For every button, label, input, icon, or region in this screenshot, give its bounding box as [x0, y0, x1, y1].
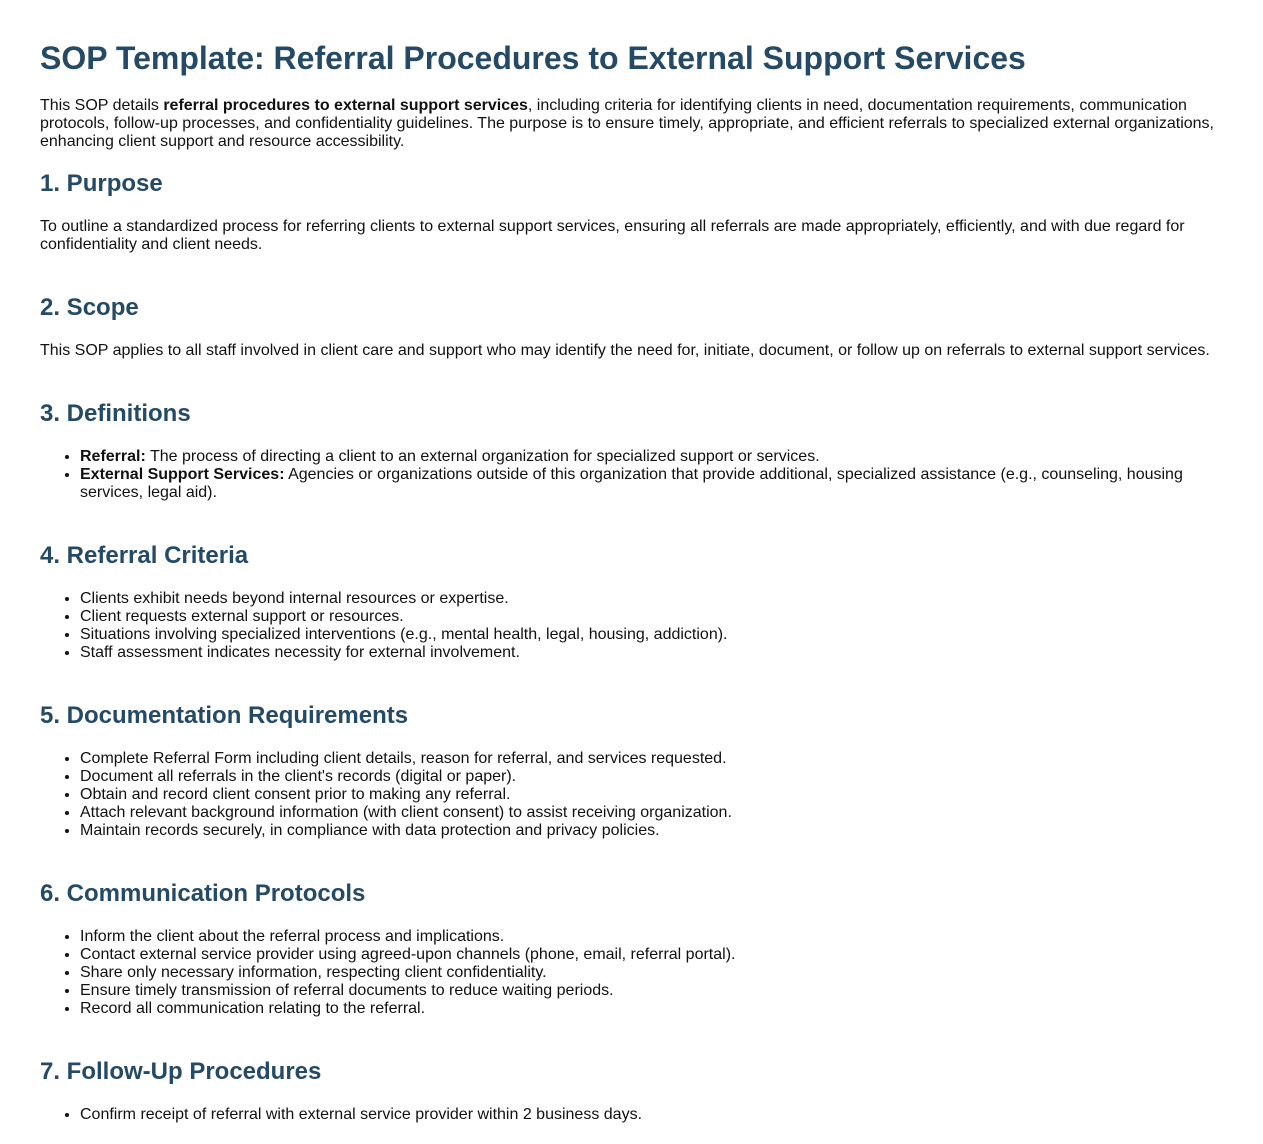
section-heading-documentation: 5. Documentation Requirements — [40, 702, 409, 729]
list-item: • Clients exhibit needs beyond internal resources or expertise. — [80, 590, 1223, 608]
definitions-list — [40, 448, 1223, 502]
list-item: • Share only necessary information, respecting client confidentiality. — [80, 964, 1223, 982]
intro-bold: referral procedures to external support services — [163, 97, 528, 114]
intro-prefix: This SOP details — [40, 97, 164, 114]
list-item: • Confirm receipt of referral with external service provider within 2 business days. — [80, 1106, 1223, 1124]
list-item: • Contact external service provider using agreed-upon channels (phone, email, referral portal). — [80, 946, 1223, 964]
section-heading-communication: 6. Communication Protocols — [40, 880, 366, 907]
list-item: • Maintain records securely, in compliance with data protection and privacy policies. — [80, 822, 1223, 840]
section-heading-purpose: 1. Purpose — [40, 170, 163, 197]
intro-paragraph — [40, 97, 1223, 151]
section-scope — [40, 274, 1223, 380]
list-item — [80, 466, 1223, 502]
intro-suffix: , including criteria for identifying clients in need, documentation requirements, communication protocols, follow-up processes, and confidentiality guidelines. The purpose is to ensure timely, appropriate, and efficient referrals to specialized external organizations, enhancing client support and resource accessibility. — [40, 97, 1214, 150]
section-documentation — [40, 682, 1223, 860]
list-item: • Complete Referral Form including client details, reason for referral, and services requested. — [80, 750, 1223, 768]
communication-list — [40, 928, 1223, 1018]
list-item: • Inform the client about the referral process and implications. — [80, 928, 1223, 946]
definition-text: Agencies or organizations outside of this organization that provide additional, specialized assistance (e.g., counseling, housing services, legal aid). — [80, 466, 1183, 501]
definition-term: External Support Services: — [80, 466, 285, 483]
definition-text: The process of directing a client to an external organization for specialized support or services. — [145, 448, 820, 465]
page-title: SOP Template: Referral Procedures to External Support Services — [40, 40, 1026, 76]
section-heading-followup: 7. Follow-Up Procedures — [40, 1058, 322, 1085]
list-item: • Situations involving specialized interventions (e.g., mental health, legal, housing, addiction). — [80, 626, 1223, 644]
list-item: • Document all referrals in the client's records (digital or paper). — [80, 768, 1223, 786]
section-definitions — [40, 380, 1223, 522]
section-heading-scope: 2. Scope — [40, 294, 139, 321]
section-heading-criteria: 4. Referral Criteria — [40, 542, 249, 569]
section-communication — [40, 860, 1223, 1038]
list-item: • Client requests external support or resources. — [80, 608, 1223, 626]
followup-list — [40, 1106, 1223, 1124]
purpose-text: To outline a standardized process for referring clients to external support services, ensuring all referrals are made appropriately, efficiently, and with due regard for confidentiality and client needs. — [40, 218, 1185, 253]
section-followup — [40, 1038, 1223, 1144]
section-criteria — [40, 522, 1223, 682]
list-item: • Record all communication relating to the referral. — [80, 1000, 1223, 1018]
list-item: • Ensure timely transmission of referral documents to reduce waiting periods. — [80, 982, 1223, 1000]
section-purpose — [40, 151, 1223, 274]
section-heading-definitions: 3. Definitions — [40, 400, 191, 427]
scope-text: This SOP applies to all staff involved in client care and support who may identify the need for, initiate, document, or follow up on referrals to external support services. — [40, 342, 1210, 359]
documentation-list — [40, 750, 1223, 840]
list-item — [80, 448, 1223, 466]
definition-term: Referral: — [80, 448, 146, 465]
list-item: • Staff assessment indicates necessity for external involvement. — [80, 644, 1223, 662]
criteria-list — [40, 590, 1223, 662]
list-item: • Attach relevant background information (with client consent) to assist receiving organization. — [80, 804, 1223, 822]
list-item: • Obtain and record client consent prior to making any referral. — [80, 786, 1223, 804]
